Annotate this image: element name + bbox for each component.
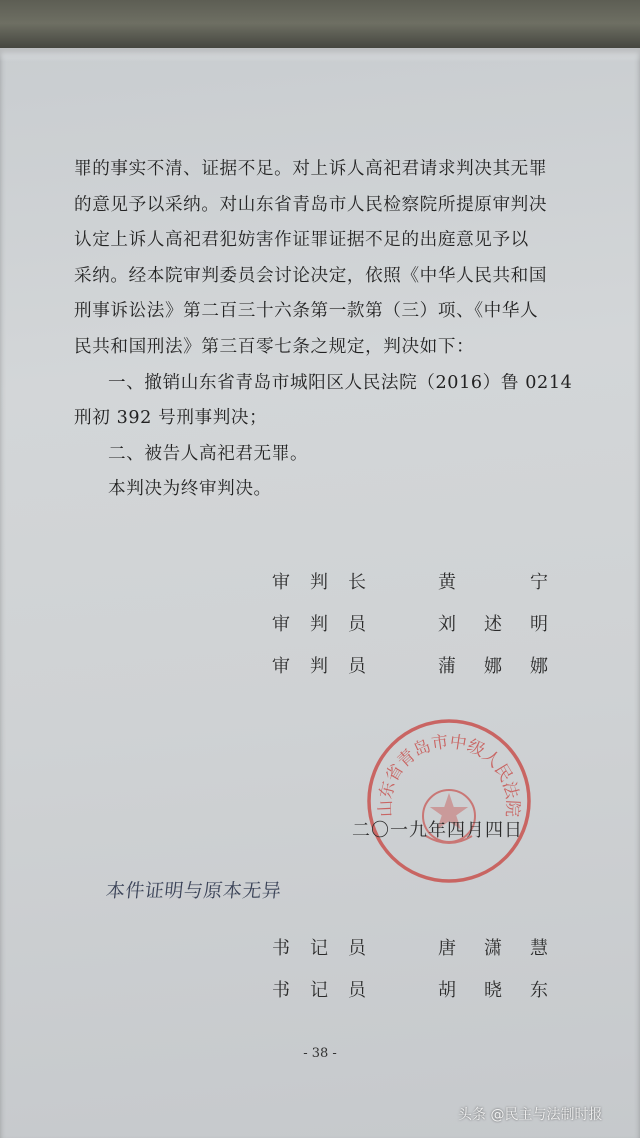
name-char: 唐	[438, 938, 456, 959]
name-char: 刘	[438, 614, 456, 635]
name-char: 明	[530, 614, 548, 635]
judgment-date: 二〇一九年四月四日	[352, 820, 523, 841]
judge-role: 审判长	[272, 572, 386, 593]
judge-row	[272, 610, 552, 652]
certification-stamp: 本件证明与原本无异	[104, 880, 283, 902]
verdict-item-1: 一、撤销山东省青岛市城阳区人民法院（2016）鲁 0214	[108, 372, 573, 393]
name-char: 潇	[484, 938, 502, 959]
clerk-role: 书记员	[272, 980, 386, 1001]
body-line: 认定上诉人高祀君犯妨害作证罪证据不足的出庭意见予以	[74, 230, 529, 251]
verdict-item-2: 二、被告人高祀君无罪。	[108, 443, 309, 464]
judge-role: 审判员	[272, 614, 386, 635]
judge-name	[438, 610, 548, 636]
body-line: 民共和国刑法》第三百零七条之规定，判决如下：	[74, 336, 475, 357]
clerk-name	[438, 976, 548, 1002]
name-char: 蒲	[438, 656, 456, 677]
body-line: 刑事诉讼法》第二百三十六条第一款第（三）项、《中华人	[74, 301, 539, 322]
judgment-body	[74, 152, 574, 508]
judge-name	[438, 652, 548, 678]
clerk-row	[272, 976, 552, 1018]
judge-row	[272, 652, 552, 694]
court-seal	[364, 716, 534, 886]
name-char: 娜	[484, 656, 502, 677]
judge-name	[438, 568, 548, 594]
name-char: 胡	[438, 980, 456, 1001]
judge-row	[272, 568, 552, 610]
clerks-signature-block	[272, 934, 552, 1018]
body-line: 罪的事实不清、证据不足。对上诉人高祀君请求判决其无罪	[74, 159, 548, 179]
body-line: 采纳。经本院审判委员会讨论决定，依照《中华人民共和国	[74, 265, 548, 286]
name-char: 慧	[530, 938, 548, 959]
final-judgment-line: 本判决为终审判决。	[108, 479, 272, 500]
source-watermark: 头条 @民主与法制时报	[458, 1107, 603, 1123]
desk-background	[0, 0, 640, 52]
clerk-row	[272, 934, 552, 976]
paper-fold	[0, 48, 640, 62]
body-line: 的意见予以采纳。对山东省青岛市人民检察院所提原审判决	[74, 194, 548, 215]
judges-signature-block	[272, 568, 552, 694]
judge-role: 审判员	[272, 656, 386, 677]
clerk-role: 书记员	[272, 938, 386, 959]
name-char: 东	[530, 980, 548, 1001]
name-char: 黄	[438, 572, 456, 593]
name-char: 晓	[484, 980, 502, 1001]
name-char: 娜	[530, 656, 548, 677]
seal-text: 山东省青岛市中级人民法院	[375, 732, 523, 818]
name-char: 述	[484, 614, 502, 635]
page-number: - 38 -	[303, 1046, 337, 1061]
body-line: 刑初 392 号刑事判决；	[74, 408, 268, 429]
clerk-name	[438, 934, 548, 960]
name-char: 宁	[530, 572, 548, 593]
